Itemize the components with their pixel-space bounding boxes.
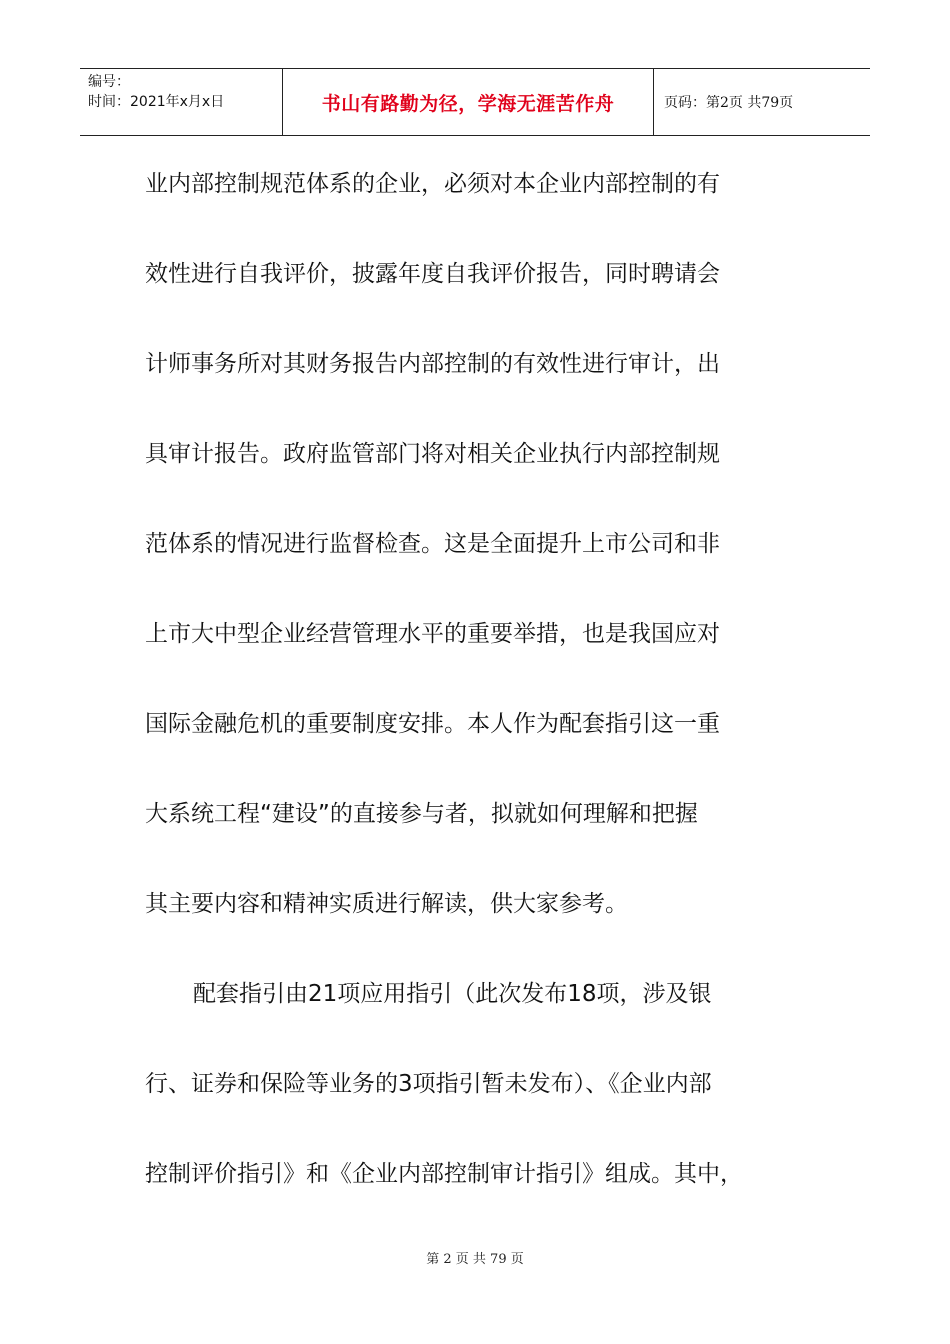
document-body [145,164,825,1244]
document-date: 时间：2021年x月x日 [88,94,225,110]
body-line: 范体系的情况进行监督检查。这是全面提升上市公司和非 [145,531,720,557]
body-line: 业内部控制规范体系的企业，必须对本企业内部控制的有 [145,171,720,197]
body-line: 效性进行自我评价，披露年度自我评价报告，同时聘请会 [145,261,720,287]
body-line: 计师事务所对其财务报告内部控制的有效性进行审计，出 [145,351,720,377]
body-line: 控制评价指引》和《企业内部控制审计指引》组成。其中， [145,1161,743,1187]
header-motto: 书山有路勤为径，学海无涯苦作舟 [283,69,654,135]
body-line: 大系统工程“建设”的直接参与者，拟就如何理解和把握 [145,801,698,827]
header-page-info: 页码：第2页 共79页 [664,95,794,111]
page-header [80,68,870,136]
body-line: 行、证券和保险等业务的3项指引暂未发布）、《企业内部 [145,1071,712,1097]
body-line: 国际金融危机的重要制度安排。本人作为配套指引这一重 [145,711,720,737]
body-line-paragraph-start: 配套指引由21项应用指引（此次发布18项，涉及银 [193,981,712,1007]
body-line: 具审计报告。政府监管部门将对相关企业执行内部控制规 [145,441,720,467]
body-line: 上市大中型企业经营管理水平的重要举措，也是我国应对 [145,621,720,647]
header-meta [80,69,283,135]
page-footer: 第 2 页 共 79 页 [426,1252,524,1267]
body-line: 其主要内容和精神实质进行解读，供大家参考。 [145,891,628,917]
document-number-label: 编号： [88,74,130,90]
